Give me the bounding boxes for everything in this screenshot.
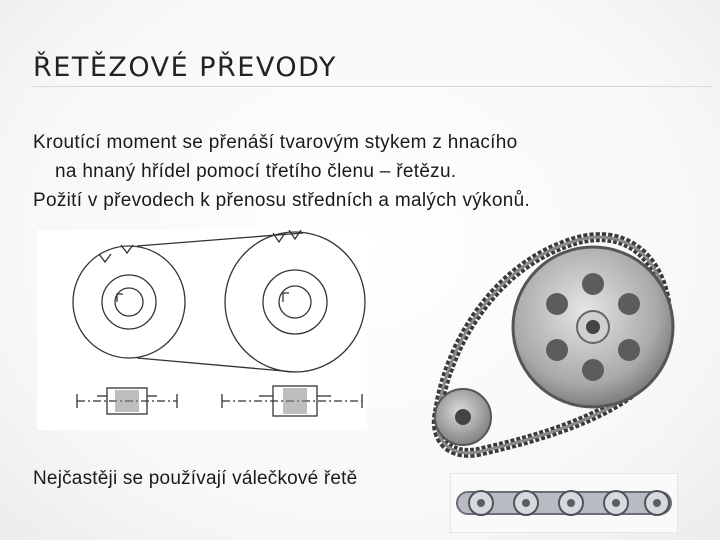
chain-drive-svg [418, 222, 680, 470]
large-sprocket-outline [225, 232, 365, 372]
title-divider [33, 86, 713, 87]
roller-chain-svg [451, 474, 677, 532]
paragraph-1-line-1: Kroutící moment se přenáší tvarovým stykem z hnacího [33, 132, 518, 153]
body-text [33, 128, 688, 215]
technical-drawing-sprockets [37, 230, 367, 430]
paragraph-1-line-2: na hnaný hřídel pomocí třetího členu – řetězu. [55, 161, 457, 182]
small-sprocket-outline [73, 246, 185, 358]
roller-chain-photo [450, 473, 678, 533]
chain-drive-photo [418, 222, 680, 470]
slide-title: ŘETĚZOVÉ PŘEVODY [33, 52, 337, 83]
sprocket-drawing-svg [37, 230, 367, 430]
bottom-text: Nejčastěji se používají válečkové řetě [33, 468, 358, 489]
paragraph-2: Požití v převodech k přenosu středních a malých výkonů. [33, 190, 531, 211]
